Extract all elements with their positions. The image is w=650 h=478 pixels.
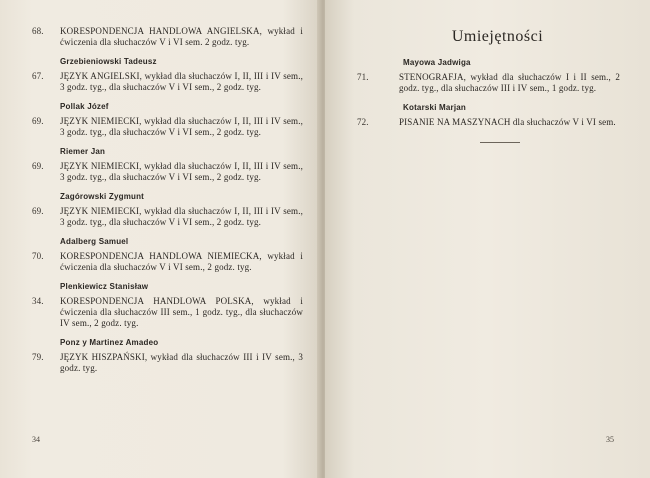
course-entry (32, 161, 303, 183)
course-number: 67. (32, 71, 44, 81)
course-entry (32, 352, 303, 374)
course-text: KORESPONDENCJA HANDLOWA NIEMIECKA, wykład i ćwiczenia dla słuchaczów V i VI sem., 2 godz. tyg. (60, 251, 303, 272)
course-entry (32, 71, 303, 93)
course-number: 34. (32, 296, 44, 306)
course-text: PISANIE NA MASZYNACH dla słuchaczów V i VI sem. (399, 117, 616, 127)
teacher-name: Riemer Jan (60, 147, 106, 156)
course-text: JĘZYK NIEMIECKI, wykład dla słuchaczów I, II, III i IV sem., 3 godz. tyg., dla słuchaczów V i VI sem., 2 godz. tyg. (60, 116, 303, 137)
course-text: STENOGRAFJA, wykład dla słuchaczów I i II sem., 2 godz. tyg., dla słuchaczów III i IV sem., 1 godz. tyg. (399, 72, 620, 93)
course-entry (32, 296, 303, 329)
teacher-name: Adalberg Samuel (60, 237, 129, 246)
course-number: 70. (32, 251, 44, 261)
teacher-group (32, 192, 303, 228)
course-text: JĘZYK ANGIELSKI, wykład dla słuchaczów I, II, III i IV sem., 3 godz. tyg., dla słuchaczów V i VI sem., 2 godz. tyg. (60, 71, 303, 92)
course-number: 69. (32, 116, 44, 126)
teacher-name: Plenkiewicz Stanisław (60, 282, 149, 291)
course-number: 69. (32, 206, 44, 216)
teacher-name: Grzebieniowski Tadeusz (60, 57, 157, 66)
teacher-group (32, 147, 303, 183)
teacher-name: Ponz y Martinez Amadeo (60, 338, 159, 347)
teacher-name: Zagórowski Zygmunt (60, 192, 145, 201)
course-entry (32, 26, 303, 48)
left-page (0, 0, 321, 478)
teacher-name: Pollak Józef (60, 102, 109, 111)
teacher-group (32, 237, 303, 273)
page-number: 34 (32, 435, 40, 444)
course-entry (32, 251, 303, 273)
teacher-name: Kotarski Marjan (403, 103, 467, 112)
course-entry (32, 206, 303, 228)
course-text: JĘZYK NIEMIECKI, wykład dla słuchaczów I, II, III i IV sem., 3 godz. tyg., dla słuchaczów V i VI sem., 2 godz. tyg. (60, 206, 303, 227)
course-text: KORESPONDENCJA HANDLOWA ANGIELSKA, wykład i ćwiczenia dla słuchaczów V i VI sem. 2 godz. tyg. (60, 26, 303, 47)
course-text: KORESPONDENCJA HANDLOWA POLSKA, wykład i ćwiczenia dla słuchaczów III sem., 1 godz. tyg., dla słuchaczów IV sem., 2 godz. tyg. (60, 296, 303, 328)
section-heading: Umiejętności (451, 28, 544, 45)
course-number: 71. (357, 72, 369, 82)
course-entry (32, 116, 303, 138)
teacher-name: Mayowa Jadwiga (403, 58, 471, 67)
course-number: 69. (32, 161, 44, 171)
page-number: 35 (606, 435, 614, 444)
teacher-group (32, 282, 303, 329)
course-entry (355, 117, 620, 128)
course-number: 68. (32, 26, 44, 36)
right-page (325, 0, 650, 478)
teacher-group (355, 58, 620, 94)
course-text: JĘZYK NIEMIECKI, wykład dla słuchaczów I, II, III i IV sem., 3 godz. tyg., dla słuchaczów V i VI sem., 2 godz. tyg. (60, 161, 303, 182)
teacher-group (32, 338, 303, 374)
course-entry (355, 72, 620, 94)
teacher-group (355, 103, 620, 128)
teacher-group (32, 102, 303, 138)
course-text: JĘZYK HISZPAŃSKI, wykład dla słuchaczów III i IV sem., 3 godz. tyg. (60, 352, 303, 373)
teacher-group (32, 57, 303, 93)
course-number: 72. (357, 117, 369, 127)
course-number: 79. (32, 352, 44, 362)
section-divider (480, 142, 520, 143)
